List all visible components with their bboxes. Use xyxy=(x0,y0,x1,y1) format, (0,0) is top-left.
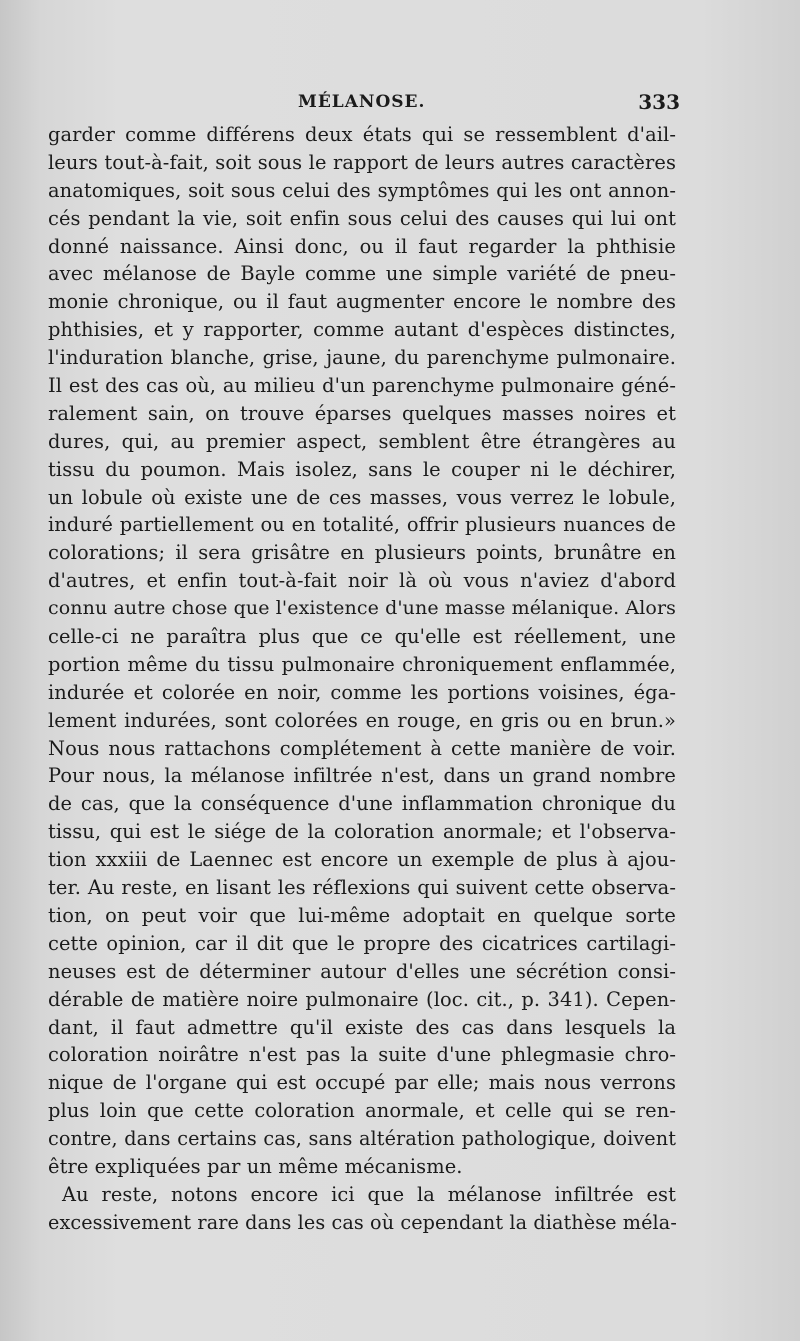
text-line: Pour nous, la mélanose infiltrée n'est, dans un grand nombre xyxy=(48,764,676,788)
text-line: connu autre chose que l'existence d'une masse mélanique. Alors xyxy=(48,597,676,620)
text-line: coloration noirâtre n'est pas la suite d'une phlegmasie chro- xyxy=(48,1043,676,1067)
text-line: ralement sain, on trouve éparses quelques masses noires et xyxy=(48,401,676,425)
text-line: Il est des cas où, au milieu d'un parenchyme pulmonaire géné- xyxy=(48,374,676,398)
text-line: Au reste, notons encore ici que la mélanose infiltrée est xyxy=(62,1182,676,1206)
text-line: tissu, qui est le siége de la coloration anormale; et l'observa- xyxy=(48,820,676,844)
text-line: d'autres, et enfin tout-à-fait noir là où vous n'aviez d'abord xyxy=(48,569,676,593)
text-line: l'induration blanche, grise, jaune, du parenchyme pulmonaire. xyxy=(48,346,676,370)
text-line: donné naissance. Ainsi donc, ou il faut regarder la phthisie xyxy=(48,234,676,258)
text-line: être expliquées par un même mécanisme. xyxy=(48,1154,463,1178)
body-text xyxy=(48,121,676,1237)
text-line: dérable de matière noire pulmonaire (loc. cit., p. 341). Cepen- xyxy=(48,987,676,1011)
text-line: Nous nous rattachons complétement à cette manière de voir. xyxy=(48,736,676,760)
text-line: cés pendant la vie, soit enfin sous celui des causes qui lui ont xyxy=(48,206,676,230)
text-line: de cas, que la conséquence d'une inflammation chronique du xyxy=(48,792,676,816)
text-line: neuses est de déterminer autour d'elles une sécrétion consi- xyxy=(48,959,676,983)
text-line: nique de l'organe qui est occupé par elle; mais nous verrons xyxy=(48,1071,676,1095)
text-line: leurs tout-à-fait, soit sous le rapport de leurs autres caractères xyxy=(48,150,676,174)
text-line: contre, dans certains cas, sans altération pathologique, doivent xyxy=(48,1127,676,1151)
text-line: celle-ci ne paraîtra plus que ce qu'elle est réellement, une xyxy=(48,625,676,649)
text-line: induré partiellement ou en totalité, offrir plusieurs nuances de xyxy=(48,513,676,537)
text-line: excessivement rare dans les cas où cependant la diathèse méla- xyxy=(48,1210,677,1234)
running-title: MÉLANOSE. xyxy=(298,92,426,112)
text-line: un lobule où existe une de ces masses, vous verrez le lobule, xyxy=(48,485,676,509)
text-line: tion, on peut voir que lui-même adoptait en quelque sorte xyxy=(48,903,676,927)
text-line: dant, il faut admettre qu'il existe des cas dans lesquels la xyxy=(48,1015,676,1039)
page-header xyxy=(48,90,680,120)
text-line: avec mélanose de Bayle comme une simple variété de pneu- xyxy=(48,262,676,286)
text-line: monie chronique, ou il faut augmenter encore le nombre des xyxy=(48,290,676,314)
page-number: 333 xyxy=(638,90,680,114)
text-line: portion même du tissu pulmonaire chroniquement enflammée, xyxy=(48,652,676,676)
text-line: indurée et colorée en noir, comme les portions voisines, éga- xyxy=(48,680,676,704)
text-line: tion xxxiii de Laennec est encore un exemple de plus à ajou- xyxy=(48,848,676,872)
text-line: lement indurées, sont colorées en rouge, en gris ou en brun.» xyxy=(48,708,676,732)
text-line: colorations; il sera grisâtre en plusieurs points, brunâtre en xyxy=(48,541,676,565)
text-line: phthisies, et y rapporter, comme autant d'espèces distinctes, xyxy=(48,318,676,342)
text-line: anatomiques, soit sous celui des symptômes qui les ont annon- xyxy=(48,178,676,202)
text-line: dures, qui, au premier aspect, semblent être étrangères au xyxy=(48,429,676,453)
text-line: tissu du poumon. Mais isolez, sans le couper ni le déchirer, xyxy=(48,457,676,481)
text-line: plus loin que cette coloration anormale, et celle qui se ren- xyxy=(48,1099,676,1123)
text-line: cette opinion, car il dit que le propre des cicatrices cartilagi- xyxy=(48,931,676,955)
text-line: ter. Au reste, en lisant les réflexions qui suivent cette observa- xyxy=(48,876,676,900)
text-line: garder comme différens deux états qui se ressemblent d'ail- xyxy=(48,123,676,146)
